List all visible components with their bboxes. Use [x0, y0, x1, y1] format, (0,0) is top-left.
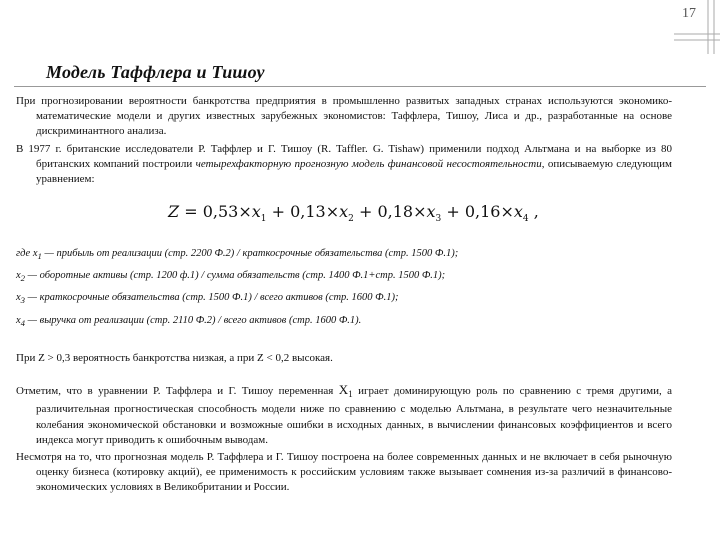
- threshold-text: При Z > 0,3 вероятность банкротства низкая, а при Z < 0,2 высокая.: [16, 351, 333, 364]
- variable-definition: [16, 268, 672, 286]
- variable-definition: [16, 290, 672, 308]
- formula-var: x: [251, 202, 261, 222]
- formula-c4: 0,16: [464, 202, 501, 222]
- page-number: 17: [682, 6, 696, 21]
- variable-name: x: [16, 269, 21, 281]
- formula-times: ×: [325, 202, 340, 222]
- formula-plus: +: [353, 202, 378, 222]
- formula-times: ×: [238, 202, 252, 222]
- model-paragraph-text: В 1977 г. британские исследователи Р. Таффлер и Г. Тишоу (R. Taffler. G. Tishaw) применили подход Альтмана и на выборке из 80 британских компаний построили: [16, 142, 672, 170]
- formula-tail: ,: [528, 202, 539, 222]
- model-paragraph-end: , описываемую следующим уравнением:: [36, 157, 673, 186]
- variable-name: x: [32, 247, 38, 259]
- variable-index: 3: [20, 295, 26, 306]
- formula-var: x: [513, 202, 523, 222]
- formula-plus: +: [266, 202, 291, 222]
- formula-c1: 0,53: [202, 202, 239, 222]
- model-paragraph: [16, 142, 672, 188]
- note-variable-index: 1: [348, 389, 353, 400]
- variable-index: 2: [20, 273, 26, 283]
- formula-plus: +: [441, 202, 465, 222]
- intro-paragraph: При прогнозировании вероятности банкротства предприятия в промышленно развитых западных странах используются экономико-математические модели и других известных зарубежных экономистов: Таффлера, Тишоу, Лиса и др., разработанные на основе дискриминантного анализа.: [16, 95, 672, 138]
- note-text-start: Отметим, что в уравнении Р. Таффлера и Г. Тишоу переменная: [16, 385, 339, 397]
- variable-description: — краткосрочные обязательства (стр. 1500 Ф.1) / всего активов (стр. 1600 Ф.1);: [25, 292, 399, 304]
- formula-var: x: [339, 202, 349, 222]
- variable-prefix: где: [16, 247, 33, 259]
- formula-eq: =: [179, 202, 203, 222]
- formula-idx: 4: [522, 214, 529, 225]
- formula-times: ×: [413, 202, 427, 222]
- slide-content: [16, 94, 672, 496]
- variable-definition: [16, 246, 672, 264]
- variable-definition: [16, 313, 672, 331]
- formula-c3: 0,18: [377, 202, 414, 222]
- title-divider: [14, 86, 706, 87]
- formula-times: ×: [500, 202, 514, 222]
- variable-name: x: [16, 314, 21, 326]
- formula-lhs: Z: [168, 202, 180, 222]
- tuffler-formula: [168, 204, 672, 227]
- model-paragraph-emphasis: четырехфакторную прогнозную модель финансовой несостоятельности: [195, 157, 542, 170]
- note-paragraph-applicability: Несмотря на то, что прогнозная модель Р. Таффлера и Г. Тишоу построена на более современных данных и не включает в себя рыночную оценку бизнеса (котировку акций), ее применимость к российским условиям также вызывает сомнения из-за различий в финансово-экономических условиях в Великобритании и России.: [16, 451, 672, 494]
- formula-idx: 2: [348, 214, 354, 225]
- formula-var: x: [426, 202, 436, 222]
- formula-idx: 3: [435, 214, 442, 225]
- formula-idx: 1: [260, 214, 267, 225]
- slide-title: Модель Таффлера и Тишоу: [46, 62, 265, 82]
- variable-index: 1: [37, 250, 42, 261]
- variable-index: 4: [20, 317, 26, 328]
- variable-description: — прибыль от реализации (стр. 2200 Ф.2) / краткосрочные обязательства (стр. 1500 Ф.1);: [41, 247, 459, 259]
- variable-description: — оборотные активы (стр. 1200 ф.1) / сумма обязательств (стр. 1400 Ф.1+стр. 1500 Ф.1);: [25, 269, 446, 281]
- note-variable: X: [338, 382, 349, 397]
- variable-name: x: [16, 292, 21, 304]
- note-text-end: играет доминирующую роль по сравнению с тремя другими, а различительная прогностическая способность модели ниже по сравнению с моделью Альтмана, в результате чего незначительные колебания экономической обстановки и возможные ошибки в исходных данных, в вычислении финансовых коэффициентов и всего индекса могут приводить к ошибочным выводам.: [36, 385, 673, 446]
- variable-description: — выручка от реализации (стр. 2110 Ф.2) / всего активов (стр. 1600 Ф.1).: [25, 314, 362, 326]
- corner-decoration: [664, 0, 720, 54]
- note-paragraph-dominance: [16, 382, 672, 448]
- formula-c2: 0,13: [290, 202, 326, 222]
